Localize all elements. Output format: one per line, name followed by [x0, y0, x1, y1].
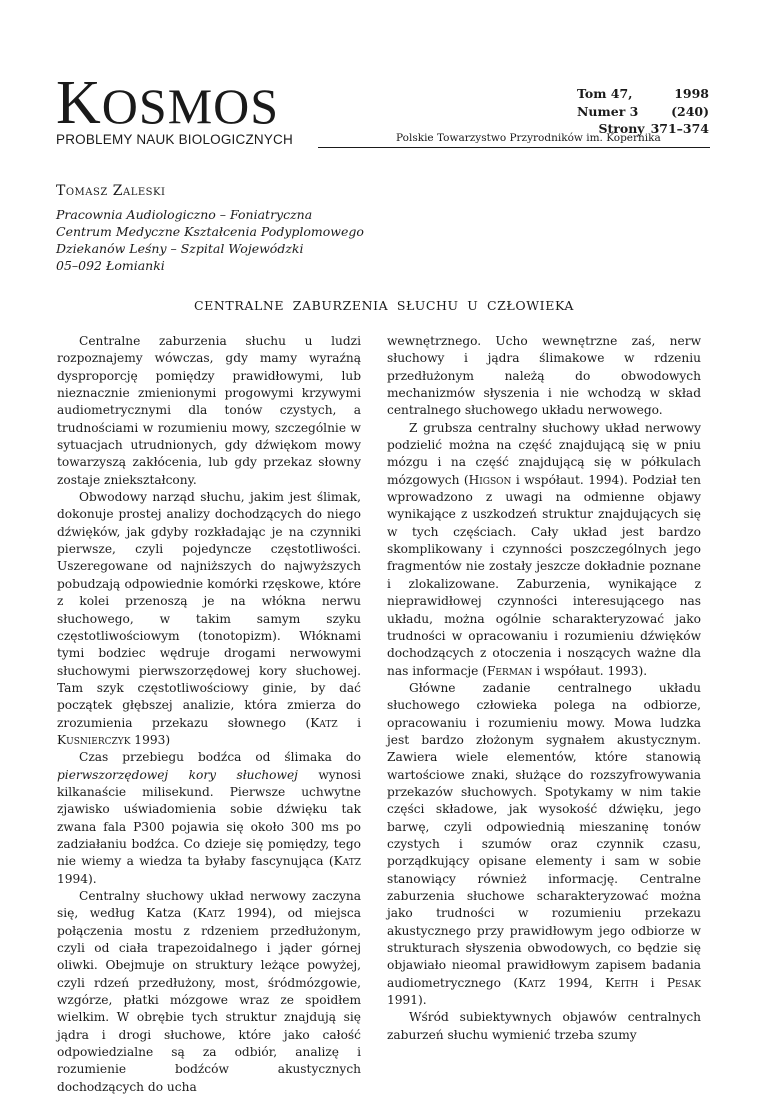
paragraph: Centralne zaburzenia słuchu u ludzi rozpoznajemy wówczas, gdy mamy wyraźną dysproporcję pomiędzy prawidłowymi, lub nieznacznie zmienionymi progowymi krzywymi audiometrycznymi dla tonów czystych, a trudnościami w rozumieniu mowy, szczególnie w sytuacjach utrudnionych, gdy dźwiękom mowy towarzyszą zakłócenia, lub gdy przekaz słowny zostaje zniekształcony. — [57, 334, 361, 487]
pages: 371–374 — [650, 121, 709, 136]
number-total: (240) — [671, 103, 709, 119]
paragraph: Obwodowy narząd słuchu, jakim jest ślimak, dokonuje prostej analizy dochodzących do niego dźwięków, jak gdyby rozkładając je na czynniki pierwsze, czyli pojedyncze częstotliwości. Uszeregowane od najniższych do najwyższych pobudzają odpowiednie komórki rzęskowe, które z kolei przenoszą je na włókna nerwu słuchowego, w takim samym szyku częstotliwościowym (tonotopizm). Włóknami tymi bodziec wędruje drogami nerwowymi słuchowymi pierwszorzędowej kory słuchowej. Tam szyk częstotliwościowy ginie, by dać początek głębszej analizie, która zmierza do zrozumienia przekazu słownego (Katz i Kusnierczyk 1993) — [57, 490, 361, 747]
author-name: Tomasz Zaleski — [56, 183, 166, 199]
pages-label: Strony — [598, 121, 645, 136]
journal-logo: KOSMOS — [56, 69, 280, 137]
article-title: CENTRALNE ZABURZENIA SŁUCHU U CZŁOWIEKA — [193, 298, 575, 313]
society-name: Polskie Towarzystwo Przyrodników im. Kopernika — [396, 132, 661, 144]
issue-info — [577, 85, 709, 138]
year: 1998 — [674, 86, 709, 101]
body-column-right — [387, 333, 701, 1044]
paragraph: Z grubsza centralny słuchowy układ nerwowy podzielić można na część znajdującą się w pniu mózgu i na część znajdującą się w półkulach mózgowych (Higson i współaut. 1994). Podział ten wprowadzono z uwagi na odmienne objawy wynikające z uszkodzeń struktur znajdujących się w tych częściach. Cały układ jest bardzo skomplikowany i czynności poszczególnych jego fragmentów nie zostały jeszcze dokładnie poznane i zlokalizowane. Zaburzenia, wynikające z nieprawidłowej czynności interesującego nas układu, można ogólnie scharakteryzować jako trudności w opracowaniu i rozumieniu dźwięków dochodzących z otoczenia i noszących ważne dla nas informacje (Ferman i współaut. 1993). — [387, 420, 701, 678]
paragraph: Główne zadanie centralnego układu słuchowego człowieka polega na odbiorze, opracowaniu i rozumieniu mowy. Mowa ludzka jest bardzo złożonym sygnałem akustycznym. Zawiera wiele elementów, które stanowią wartościowe znaki, służące do rozszyfrowywania przekazów słuchowych. Spotykamy w nim takie części składowe, jak wysokość dźwięku, jego barwę, czyli odpowiednią mieszaninę tonów czystych i szumów oraz czynnik czasu, porządkujący opisane elementy i sam w sobie stanowiący również informację. Centralne zaburzenia słuchowe scharakteryzować można jako trudności w rozumieniu przekazu akustycznego przy prawidłowym jego odbiorze w strukturach słyszenia obwodowych, co będzie się objawiało nieomal prawidłowym zapisem badania audiometrycznego (Katz 1994, Keith i Pesak 1991). — [387, 680, 702, 1008]
paragraph: Wśród subiektywnych objawów centralnych zaburzeń słuchu wymienić trzeba szumy — [387, 1010, 701, 1042]
volume: Tom 47, — [577, 86, 633, 101]
paragraph: Centralny słuchowy układ nerwowy zaczyna się, według Katza (Katz 1994), od miejsca połączenia mostu z rdzeniem przedłużonym, czyli od ciała trapezoidalnego i jąder górnej oliwki. Obejmuje on struktury leżące powyżej, czyli rdzeń przedłużony, most, śródmózgowie, wzgórze, płatki mózgowe wraz ze spoidłem wielkim. W obrębie tych struktur znajdują się jądra i drogi słuchowe, które jako całość odpowiedzialne są za odbiór, analizę i rozumienie bodźców akustycznych dochodzących do ucha — [57, 889, 362, 1094]
paragraph: Czas przebiegu bodźca od ślimaka do pierwszorzędowej kory słuchowej wynosi kilkanaście milisekund. Pierwsze uchwytne zjawisko uświadomienia sobie dźwięku tak zwana fala P300 pojawia się około 300 ms po zadziałaniu bodźca. Co dzieje się pomiędzy, tego nie wiemy a wiedza ta byłaby fascynująca (Katz 1994). — [57, 750, 361, 886]
body-column-left — [57, 333, 361, 1096]
author-affiliation: Pracownia Audiologiczno – Foniatryczna Centrum Medyczne Kształcenia Podyplomowego Dziekanów Leśny – Szpital Wojewódzki 05–092 Łomianki — [56, 207, 364, 273]
header-rule — [318, 147, 710, 148]
journal-subtitle: PROBLEMY NAUK BIOLOGICZNYCH — [56, 132, 293, 147]
paragraph: wewnętrznego. Ucho wewnętrzne zaś, nerw słuchowy i jądra ślimakowe w rdzeniu przedłużonym należą do obwodowych mechanizmów słyszenia i nie wchodzą w skład centralnego słuchowego układu nerwowego. — [387, 334, 701, 418]
number: Numer 3 — [577, 103, 639, 119]
